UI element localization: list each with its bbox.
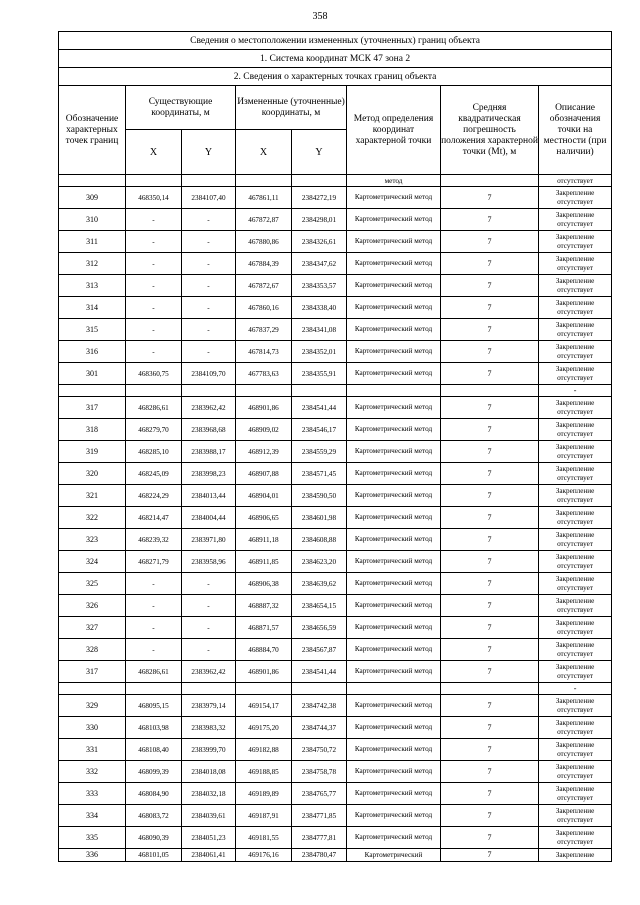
point-number: 314 (59, 297, 126, 319)
changed-x: 468884,70 (236, 639, 292, 661)
changed-x: 467837,29 (236, 319, 292, 341)
error: 7 (441, 529, 539, 551)
existing-x: - (126, 275, 182, 297)
changed-y: 2384765,77 (292, 783, 347, 805)
method: Картометрический метод (347, 827, 441, 849)
error: 7 (441, 275, 539, 297)
method: Картометрический метод (347, 253, 441, 275)
error: 7 (441, 849, 539, 862)
error: 7 (441, 639, 539, 661)
group-separator (59, 385, 612, 397)
existing-x: 468224,29 (126, 485, 182, 507)
error: 7 (441, 297, 539, 319)
description: Закрепление отсутствует (539, 551, 612, 573)
existing-y: 2384107,40 (182, 187, 236, 209)
existing-y: - (182, 297, 236, 319)
col-error-header: Средняя квадратическая погрешность положения характерной точки (Mt), м (441, 86, 539, 175)
error: 7 (441, 805, 539, 827)
changed-y: 2384347,62 (292, 253, 347, 275)
existing-y: - (182, 617, 236, 639)
point-number: 321 (59, 485, 126, 507)
table-row (59, 187, 612, 209)
table-row (59, 341, 612, 363)
existing-x: 468239,32 (126, 529, 182, 551)
error: 7 (441, 695, 539, 717)
changed-y: 2384608,88 (292, 529, 347, 551)
existing-x: - (126, 595, 182, 617)
table-row (59, 319, 612, 341)
existing-x: - (126, 341, 182, 363)
description: Закрепление отсутствует (539, 717, 612, 739)
existing-x: 468095,15 (126, 695, 182, 717)
method: Картометрический метод (347, 805, 441, 827)
description: Закрепление отсутствует (539, 617, 612, 639)
table-row (59, 441, 612, 463)
method: Картометрический метод (347, 319, 441, 341)
existing-y: - (182, 275, 236, 297)
method: Картометрический метод (347, 507, 441, 529)
existing-x-header: X (126, 130, 182, 175)
changed-x: 469182,88 (236, 739, 292, 761)
error: 7 (441, 253, 539, 275)
table-row (59, 275, 612, 297)
description: Закрепление отсутствует (539, 209, 612, 231)
point-number: 323 (59, 529, 126, 551)
point-number: 332 (59, 761, 126, 783)
table-row (59, 209, 612, 231)
error: 7 (441, 717, 539, 739)
changed-y: 2384326,61 (292, 231, 347, 253)
table-row (59, 827, 612, 849)
existing-x: 468279,70 (126, 419, 182, 441)
table-row (59, 419, 612, 441)
method: Картометрический метод (347, 595, 441, 617)
error: 7 (441, 551, 539, 573)
changed-x: 468912,39 (236, 441, 292, 463)
error: 7 (441, 783, 539, 805)
method: Картометрический метод (347, 573, 441, 595)
error: 7 (441, 363, 539, 385)
existing-x: 468245,09 (126, 463, 182, 485)
method: Картометрический метод (347, 695, 441, 717)
existing-x: - (126, 617, 182, 639)
changed-y: 2384546,17 (292, 419, 347, 441)
changed-x: 467814,73 (236, 341, 292, 363)
point-number: 334 (59, 805, 126, 827)
changed-x: 468901,86 (236, 397, 292, 419)
error: 7 (441, 231, 539, 253)
section-title: 2. Сведения о характерных точках границ объекта (59, 68, 612, 86)
point-number: 316 (59, 341, 126, 363)
table-row (59, 397, 612, 419)
changed-x: 467861,11 (236, 187, 292, 209)
point-number: 320 (59, 463, 126, 485)
method: Картометрический метод (347, 761, 441, 783)
boundary-points-table (58, 31, 612, 862)
existing-x: 468083,72 (126, 805, 182, 827)
method: Картометрический метод (347, 297, 441, 319)
col-existing-header: Существующие координаты, м (126, 86, 236, 130)
description: Закрепление отсутствует (539, 661, 612, 683)
point-number: 313 (59, 275, 126, 297)
changed-x: 467872,87 (236, 209, 292, 231)
existing-x: 468286,61 (126, 397, 182, 419)
changed-y: 2384353,57 (292, 275, 347, 297)
existing-y: 2383962,42 (182, 661, 236, 683)
page-number: 358 (312, 11, 328, 22)
method: Картометрический метод (347, 661, 441, 683)
description: Закрепление отсутствует (539, 463, 612, 485)
existing-x: 468084,90 (126, 783, 182, 805)
point-number: 329 (59, 695, 126, 717)
description: Закрепление отсутствует (539, 253, 612, 275)
existing-y: 2384051,23 (182, 827, 236, 849)
changed-y: 2384601,98 (292, 507, 347, 529)
changed-y: 2384656,59 (292, 617, 347, 639)
existing-y: 2383988,17 (182, 441, 236, 463)
existing-y: - (182, 639, 236, 661)
method: Картометрический (347, 849, 441, 862)
point-number: 312 (59, 253, 126, 275)
changed-y: 2384777,81 (292, 827, 347, 849)
changed-y: 2384590,50 (292, 485, 347, 507)
point-number: 331 (59, 739, 126, 761)
description: Закрепление отсутствует (539, 231, 612, 253)
existing-y: - (182, 231, 236, 253)
existing-x: 468108,40 (126, 739, 182, 761)
table-row (59, 617, 612, 639)
error: 7 (441, 761, 539, 783)
existing-y: - (182, 573, 236, 595)
changed-x: 468906,38 (236, 573, 292, 595)
existing-y-header: Y (182, 130, 236, 175)
error: 7 (441, 209, 539, 231)
table-row (59, 529, 612, 551)
existing-y: 2383968,68 (182, 419, 236, 441)
existing-x: - (126, 573, 182, 595)
point-number: 317 (59, 397, 126, 419)
table-row (59, 253, 612, 275)
existing-y: 2383998,23 (182, 463, 236, 485)
method: Картометрический метод (347, 209, 441, 231)
table-row (59, 695, 612, 717)
changed-y: 2384298,01 (292, 209, 347, 231)
changed-x: 467872,67 (236, 275, 292, 297)
changed-x: 467783,63 (236, 363, 292, 385)
point-number: 309 (59, 187, 126, 209)
existing-y: - (182, 209, 236, 231)
error: 7 (441, 187, 539, 209)
group-separator (59, 683, 612, 695)
point-number: 324 (59, 551, 126, 573)
changed-y: 2384341,08 (292, 319, 347, 341)
method: Картометрический метод (347, 463, 441, 485)
point-number: 335 (59, 827, 126, 849)
method: Картометрический метод (347, 397, 441, 419)
changed-x: 469175,20 (236, 717, 292, 739)
col-method-header: Метод определения координат характерной точки (347, 86, 441, 175)
method: Картометрический метод (347, 441, 441, 463)
changed-x: 469189,89 (236, 783, 292, 805)
method: Картометрический метод (347, 363, 441, 385)
changed-x: 468909,02 (236, 419, 292, 441)
changed-x: 468901,86 (236, 661, 292, 683)
col-desc-header: Описание обозначения точки на местности (при наличии) (539, 86, 612, 175)
point-number: 333 (59, 783, 126, 805)
changed-x: 468911,85 (236, 551, 292, 573)
changed-x: 469154,17 (236, 695, 292, 717)
description: Закрепление отсутствует (539, 783, 612, 805)
changed-x: 467880,86 (236, 231, 292, 253)
point-number: 330 (59, 717, 126, 739)
description: Закрепление (539, 849, 612, 862)
description: Закрепление отсутствует (539, 341, 612, 363)
changed-x: 467860,16 (236, 297, 292, 319)
method: Картометрический метод (347, 485, 441, 507)
description: Закрепление отсутствует (539, 639, 612, 661)
description: Закрепление отсутствует (539, 827, 612, 849)
method: Картометрический метод (347, 187, 441, 209)
changed-y: 2384352,01 (292, 341, 347, 363)
changed-y: 2384750,72 (292, 739, 347, 761)
description: Закрепление отсутствует (539, 319, 612, 341)
existing-y: 2383958,96 (182, 551, 236, 573)
description: Закрепление отсутствует (539, 739, 612, 761)
changed-x: 468904,01 (236, 485, 292, 507)
existing-x: 468090,39 (126, 827, 182, 849)
col-changed-header: Измененные (уточненные) координаты, м (236, 86, 347, 130)
changed-x: 468906,65 (236, 507, 292, 529)
separator-mark: - (539, 385, 612, 397)
existing-y: - (182, 319, 236, 341)
table-row (59, 717, 612, 739)
point-number: 310 (59, 209, 126, 231)
existing-x: - (126, 253, 182, 275)
description: Закрепление отсутствует (539, 363, 612, 385)
changed-y: 2384771,85 (292, 805, 347, 827)
changed-y: 2384272,19 (292, 187, 347, 209)
table-row-last (59, 849, 612, 862)
table-row (59, 739, 612, 761)
error: 7 (441, 441, 539, 463)
point-number: 322 (59, 507, 126, 529)
error: 7 (441, 507, 539, 529)
description: Закрепление отсутствует (539, 275, 612, 297)
existing-y: - (182, 253, 236, 275)
table-row (59, 485, 612, 507)
description: Закрепление отсутствует (539, 441, 612, 463)
existing-y: 2383983,32 (182, 717, 236, 739)
changed-x: 469188,85 (236, 761, 292, 783)
point-number: 326 (59, 595, 126, 617)
changed-y: 2384567,87 (292, 639, 347, 661)
existing-x: - (126, 231, 182, 253)
existing-x: 468103,98 (126, 717, 182, 739)
changed-x-header: X (236, 130, 292, 175)
point-number: 325 (59, 573, 126, 595)
table-row (59, 783, 612, 805)
method: Картометрический метод (347, 341, 441, 363)
description: Закрепление отсутствует (539, 397, 612, 419)
error: 7 (441, 463, 539, 485)
method: Картометрический метод (347, 231, 441, 253)
existing-y: 2383979,14 (182, 695, 236, 717)
changed-x: 468911,18 (236, 529, 292, 551)
description: Закрепление отсутствует (539, 695, 612, 717)
error: 7 (441, 341, 539, 363)
error: 7 (441, 319, 539, 341)
separator-mark: - (539, 683, 612, 695)
table-row (59, 231, 612, 253)
coordinate-system: 1. Система координат МСК 47 зона 2 (59, 50, 612, 68)
error: 7 (441, 397, 539, 419)
existing-y: 2384061,41 (182, 849, 236, 862)
changed-y: 2384571,45 (292, 463, 347, 485)
existing-y: 2384109,70 (182, 363, 236, 385)
existing-x: 468271,79 (126, 551, 182, 573)
method: Картометрический метод (347, 783, 441, 805)
description: Закрепление отсутствует (539, 419, 612, 441)
method: Картометрический метод (347, 639, 441, 661)
point-number: 317 (59, 661, 126, 683)
description: Закрепление отсутствует (539, 507, 612, 529)
description: Закрепление отсутствует (539, 573, 612, 595)
changed-y: 2384654,15 (292, 595, 347, 617)
description: Закрепление отсутствует (539, 187, 612, 209)
existing-x: - (126, 209, 182, 231)
changed-y: 2384780,47 (292, 849, 347, 862)
changed-y: 2384639,62 (292, 573, 347, 595)
description: Закрепление отсутствует (539, 529, 612, 551)
changed-x: 468887,32 (236, 595, 292, 617)
description: Закрепление отсутствует (539, 805, 612, 827)
changed-y: 2384758,78 (292, 761, 347, 783)
existing-x: - (126, 639, 182, 661)
col-point-header: Обозначение характерных точек границ (59, 86, 126, 175)
error: 7 (441, 595, 539, 617)
error: 7 (441, 827, 539, 849)
point-number: 315 (59, 319, 126, 341)
existing-y: 2384018,08 (182, 761, 236, 783)
changed-x: 468907,88 (236, 463, 292, 485)
method: Картометрический метод (347, 419, 441, 441)
changed-x: 467884,39 (236, 253, 292, 275)
error: 7 (441, 739, 539, 761)
point-number: 328 (59, 639, 126, 661)
existing-x: 468099,39 (126, 761, 182, 783)
changed-y: 2384541,44 (292, 397, 347, 419)
error: 7 (441, 617, 539, 639)
table-row (59, 363, 612, 385)
table-row (59, 761, 612, 783)
continuation-row (59, 175, 612, 187)
table-row (59, 463, 612, 485)
changed-y: 2384744,37 (292, 717, 347, 739)
description: Закрепление отсутствует (539, 595, 612, 617)
description: Закрепление отсутствует (539, 761, 612, 783)
table-row (59, 297, 612, 319)
changed-x: 469187,91 (236, 805, 292, 827)
method: Картометрический метод (347, 529, 441, 551)
point-number: 327 (59, 617, 126, 639)
existing-x: 468214,47 (126, 507, 182, 529)
existing-x: - (126, 319, 182, 341)
existing-y: 2383962,42 (182, 397, 236, 419)
existing-y: 2384032,18 (182, 783, 236, 805)
changed-x: 469181,55 (236, 827, 292, 849)
description: Закрепление отсутствует (539, 485, 612, 507)
changed-y: 2384541,44 (292, 661, 347, 683)
existing-y: 2383971,80 (182, 529, 236, 551)
continuation-desc: отсутствует (539, 175, 612, 187)
changed-y: 2384355,91 (292, 363, 347, 385)
existing-y: - (182, 341, 236, 363)
table-row (59, 573, 612, 595)
changed-y: 2384623,20 (292, 551, 347, 573)
existing-x: 468285,10 (126, 441, 182, 463)
point-number: 311 (59, 231, 126, 253)
point-number: 301 (59, 363, 126, 385)
description: Закрепление отсутствует (539, 297, 612, 319)
error: 7 (441, 573, 539, 595)
changed-x: 468871,57 (236, 617, 292, 639)
existing-x: 468101,05 (126, 849, 182, 862)
table-row (59, 551, 612, 573)
method: Картометрический метод (347, 275, 441, 297)
error: 7 (441, 661, 539, 683)
point-number: 318 (59, 419, 126, 441)
changed-y: 2384559,29 (292, 441, 347, 463)
changed-y: 2384742,38 (292, 695, 347, 717)
existing-x: 468360,75 (126, 363, 182, 385)
error: 7 (441, 485, 539, 507)
changed-y-header: Y (292, 130, 347, 175)
changed-x: 469176,16 (236, 849, 292, 862)
method: Картометрический метод (347, 551, 441, 573)
table-row (59, 639, 612, 661)
table-row (59, 805, 612, 827)
point-number: 319 (59, 441, 126, 463)
existing-x: 468350,14 (126, 187, 182, 209)
table-title: Сведения о местоположении измененных (уточненных) границ объекта (59, 32, 612, 50)
table-row (59, 507, 612, 529)
table-row (59, 595, 612, 617)
method: Картометрический метод (347, 739, 441, 761)
existing-y: 2383999,70 (182, 739, 236, 761)
continuation-method: метод (347, 175, 441, 187)
point-number: 336 (59, 849, 126, 862)
existing-y: - (182, 595, 236, 617)
existing-x: - (126, 297, 182, 319)
table-row (59, 661, 612, 683)
existing-y: 2384013,44 (182, 485, 236, 507)
changed-y: 2384338,40 (292, 297, 347, 319)
existing-y: 2384004,44 (182, 507, 236, 529)
existing-y: 2384039,61 (182, 805, 236, 827)
existing-x: 468286,61 (126, 661, 182, 683)
method: Картометрический метод (347, 717, 441, 739)
method: Картометрический метод (347, 617, 441, 639)
error: 7 (441, 419, 539, 441)
